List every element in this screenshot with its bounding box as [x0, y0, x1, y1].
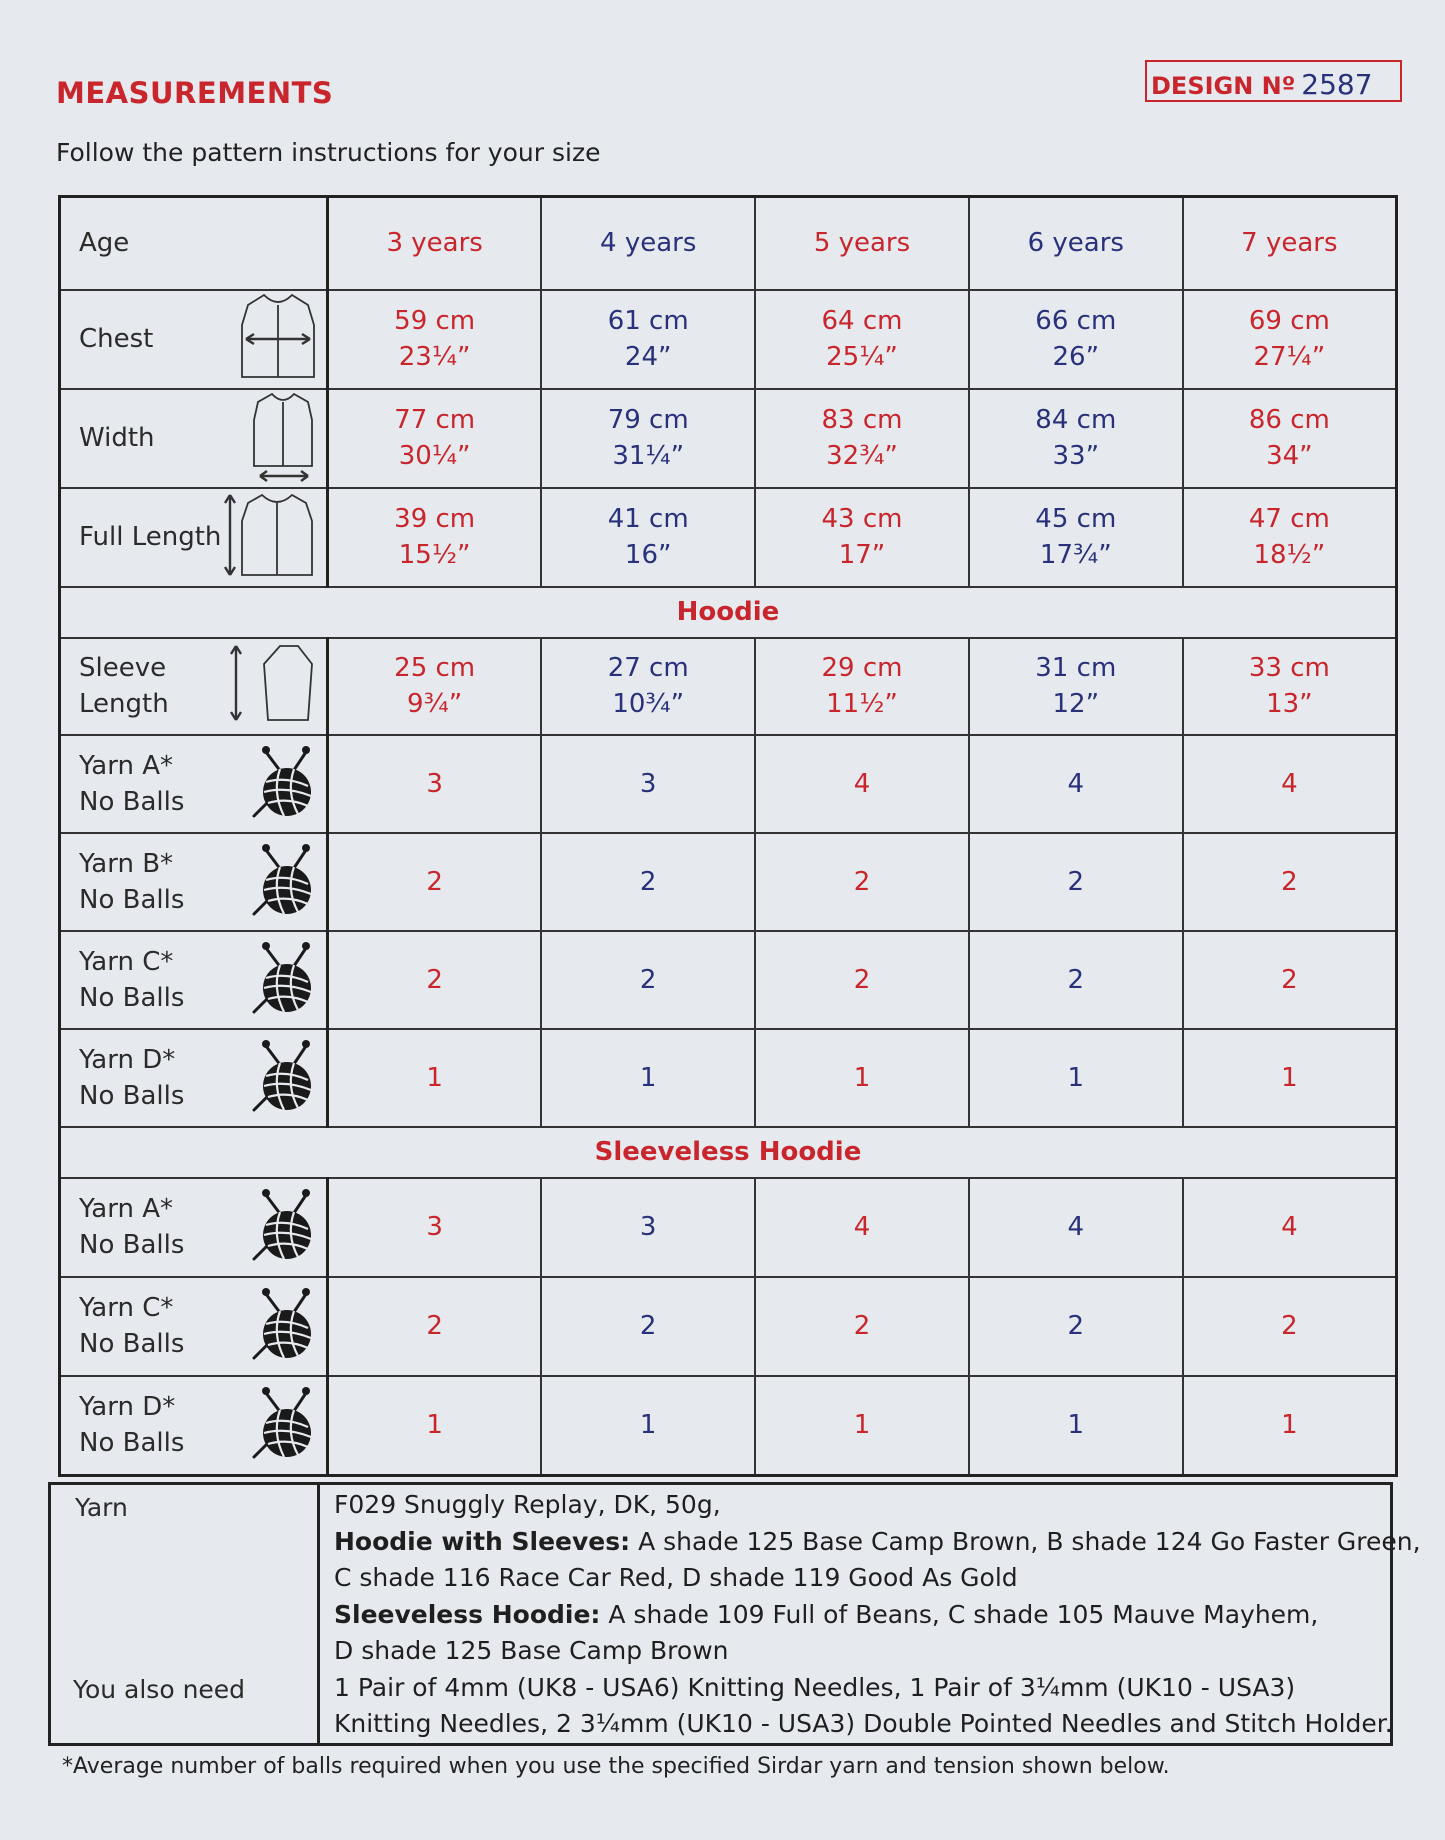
sleeveless-d-5: 1 — [755, 1376, 969, 1476]
chest-label-cell — [60, 290, 328, 389]
length-7: 47 cm 18½” — [1183, 488, 1397, 587]
yarn-label-line1: Yarn B* — [79, 848, 174, 879]
hoodie-yarn-d-label-cell — [60, 1029, 328, 1127]
age-3: 3 years — [328, 197, 542, 290]
full-length-row — [60, 488, 1397, 587]
yarn-ball-icon — [250, 1286, 316, 1366]
yarn-ball-icon — [250, 1385, 316, 1465]
hoodie-section-title: Hoodie — [60, 587, 1397, 638]
sleeve-4: 27 cm 10¾” — [541, 638, 755, 735]
width-3: 77 cm 30¼” — [328, 389, 542, 488]
sleeveless-yarn-a-label-cell — [60, 1178, 328, 1277]
design-label: DESIGN Nº — [1151, 72, 1296, 100]
length-4: 41 cm 16” — [541, 488, 755, 587]
sleeveless-section-title: Sleeveless Hoodie — [60, 1127, 1397, 1178]
yarn-label-line1: Yarn C* — [79, 946, 174, 977]
sleeveless-a-6: 4 — [969, 1178, 1183, 1277]
sleeveless-c-5: 2 — [755, 1277, 969, 1376]
hoodie-shades-line2: C shade 116 Race Car Red, D shade 119 Good As Gold — [334, 1563, 1018, 1592]
sleeve-3: 25 cm 9¾” — [328, 638, 542, 735]
sleeveless-d-7: 1 — [1183, 1376, 1397, 1476]
hoodie-d-5: 1 — [755, 1029, 969, 1127]
sleeveless-yarn-d-label-cell — [60, 1376, 328, 1476]
yarn-label-line2: No Balls — [79, 786, 185, 817]
width-7: 86 cm 34” — [1183, 389, 1397, 488]
width-label: Width — [79, 423, 155, 453]
hoodie-d-3: 1 — [328, 1029, 542, 1127]
full-length-label-cell — [60, 488, 328, 587]
chest-3: 59 cm 23¼” — [328, 290, 542, 389]
length-3: 39 cm 15½” — [328, 488, 542, 587]
hoodie-a-7: 4 — [1183, 735, 1397, 833]
sleeveless-shades-line: Sleeveless Hoodie: A shade 109 Full of Beans, C shade 105 Mauve Mayhem, — [334, 1599, 1319, 1629]
chest-garment-icon — [240, 291, 316, 387]
hoodie-b-4: 2 — [541, 833, 755, 931]
hoodie-yarn-c-row — [60, 931, 1397, 1029]
sleeveless-a-4: 3 — [541, 1178, 755, 1277]
sleeveless-c-4: 2 — [541, 1277, 755, 1376]
yarn-label-line2: No Balls — [79, 1230, 185, 1260]
sleeve-label-line1: Sleeve — [79, 653, 167, 683]
hoodie-yarn-d-row — [60, 1029, 1397, 1127]
width-6: 84 cm 33” — [969, 389, 1183, 488]
sleeveless-yarn-c-label-cell — [60, 1277, 328, 1376]
yarn-label-line2: No Balls — [79, 1428, 185, 1459]
sleeve-5: 29 cm 11½” — [755, 638, 969, 735]
hoodie-a-5: 4 — [755, 735, 969, 833]
sleeveless-c-7: 2 — [1183, 1277, 1397, 1376]
yarn-label: Yarn — [75, 1493, 128, 1522]
sleeveless-yarn-a-row — [60, 1178, 1397, 1277]
yarn-ball-icon — [250, 1038, 316, 1118]
needles-line2: Knitting Needles, 2 3¼mm (UK10 - USA3) Double Pointed Needles and Stitch Holder. — [334, 1709, 1393, 1738]
width-row — [60, 389, 1397, 488]
sleeveless-yarn-c-row — [60, 1277, 1397, 1376]
hoodie-section-row — [60, 587, 1397, 638]
hoodie-yarn-b-label-cell — [60, 833, 328, 931]
hoodie-c-7: 2 — [1183, 931, 1397, 1029]
sleeveless-a-5: 4 — [755, 1178, 969, 1277]
age-7: 7 years — [1183, 197, 1397, 290]
age-label-cell — [60, 197, 328, 290]
hoodie-yarn-b-row — [60, 833, 1397, 931]
length-6: 45 cm 17¾” — [969, 488, 1183, 587]
yarn-info-details — [319, 1484, 1421, 1745]
yarn-label-line1: Yarn D* — [79, 1044, 176, 1075]
sleeve-length-label-cell — [60, 638, 328, 735]
sleeveless-c-3: 2 — [328, 1277, 542, 1376]
age-row — [60, 197, 1397, 290]
footnote: *Average number of balls required when you use the specified Sirdar yarn and tension shown below. — [62, 1754, 1170, 1779]
yarn-ball-icon — [250, 744, 316, 824]
yarn-info-labels — [50, 1484, 319, 1745]
hoodie-d-7: 1 — [1183, 1029, 1397, 1127]
length-5: 43 cm 17” — [755, 488, 969, 587]
yarn-ball-icon — [250, 940, 316, 1020]
chest-6: 66 cm 26” — [969, 290, 1183, 389]
hoodie-yarn-a-row — [60, 735, 1397, 833]
yarn-label-line1: Yarn D* — [79, 1392, 176, 1423]
yarn-label-line2: No Balls — [79, 982, 185, 1013]
sleeveless-c-6: 2 — [969, 1277, 1183, 1376]
sleeve-6: 31 cm 12” — [969, 638, 1183, 735]
sleeveless-a-3: 3 — [328, 1178, 542, 1277]
sleeveless-d-6: 1 — [969, 1376, 1183, 1476]
sleeve-length-row — [60, 638, 1397, 735]
yarn-label-line1: Yarn A* — [79, 750, 173, 781]
chest-5: 64 cm 25¼” — [755, 290, 969, 389]
sleeve-label-line2: Length — [79, 689, 169, 719]
width-label-cell — [60, 389, 328, 488]
page-title: MEASUREMENTS — [56, 76, 334, 110]
hoodie-shades-line: Hoodie with Sleeves: A shade 125 Base Camp Brown, B shade 124 Go Faster Green, — [334, 1526, 1421, 1556]
yarn-label-line2: No Balls — [79, 1080, 185, 1111]
sleeveless-d-3: 1 — [328, 1376, 542, 1476]
subtitle: Follow the pattern instructions for your size — [56, 138, 601, 167]
sleeveless-section-row — [60, 1127, 1397, 1178]
chest-row — [60, 290, 1397, 389]
chest-label: Chest — [79, 324, 154, 354]
width-4: 79 cm 31¼” — [541, 389, 755, 488]
chest-4: 61 cm 24” — [541, 290, 755, 389]
hoodie-a-6: 4 — [969, 735, 1183, 833]
hoodie-c-6: 2 — [969, 931, 1183, 1029]
hoodie-b-6: 2 — [969, 833, 1183, 931]
hoodie-d-6: 1 — [969, 1029, 1183, 1127]
hoodie-c-5: 2 — [755, 931, 969, 1029]
hoodie-c-3: 2 — [328, 931, 542, 1029]
sleeveless-a-7: 4 — [1183, 1178, 1397, 1277]
yarn-label-line2: No Balls — [79, 884, 185, 915]
sleeveless-shades-line2: D shade 125 Base Camp Brown — [334, 1636, 729, 1665]
hoodie-b-3: 2 — [328, 833, 542, 931]
design-number-box — [1145, 60, 1402, 102]
age-4: 4 years — [541, 197, 755, 290]
sleeveless-yarn-d-row — [60, 1376, 1397, 1476]
hoodie-yarn-c-label-cell — [60, 931, 328, 1029]
yarn-ball-icon — [250, 1187, 316, 1267]
length-garment-icon — [222, 489, 316, 585]
yarn-label-line1: Yarn C* — [79, 1293, 174, 1323]
sleeve-7: 33 cm 13” — [1183, 638, 1397, 735]
yarn-ball-icon — [250, 842, 316, 922]
yarn-type-line: F029 Snuggly Replay, DK, 50g, — [334, 1490, 721, 1519]
measurements-table — [58, 195, 1398, 1477]
hoodie-b-5: 2 — [755, 833, 969, 931]
yarn-label-line1: Yarn A* — [79, 1194, 173, 1224]
hoodie-a-3: 3 — [328, 735, 542, 833]
width-garment-icon — [250, 390, 316, 486]
sleeveless-d-4: 1 — [541, 1376, 755, 1476]
chest-7: 69 cm 27¼” — [1183, 290, 1397, 389]
hoodie-b-7: 2 — [1183, 833, 1397, 931]
width-5: 83 cm 32¾” — [755, 389, 969, 488]
yarn-info-table — [48, 1482, 1421, 1746]
hoodie-c-4: 2 — [541, 931, 755, 1029]
full-length-label: Full Length — [79, 522, 222, 552]
design-number: 2587 — [1301, 68, 1373, 101]
needles-line: 1 Pair of 4mm (UK8 - USA6) Knitting Needles, 1 Pair of 3¼mm (UK10 - USA3) — [334, 1672, 1296, 1702]
yarn-label-line2: No Balls — [79, 1329, 185, 1359]
hoodie-d-4: 1 — [541, 1029, 755, 1127]
age-label: Age — [79, 228, 130, 259]
also-need-label: You also need — [73, 1675, 246, 1704]
sleeve-length-icon — [224, 642, 316, 730]
age-5: 5 years — [755, 197, 969, 290]
hoodie-yarn-a-label-cell — [60, 735, 328, 833]
age-6: 6 years — [969, 197, 1183, 290]
hoodie-a-4: 3 — [541, 735, 755, 833]
